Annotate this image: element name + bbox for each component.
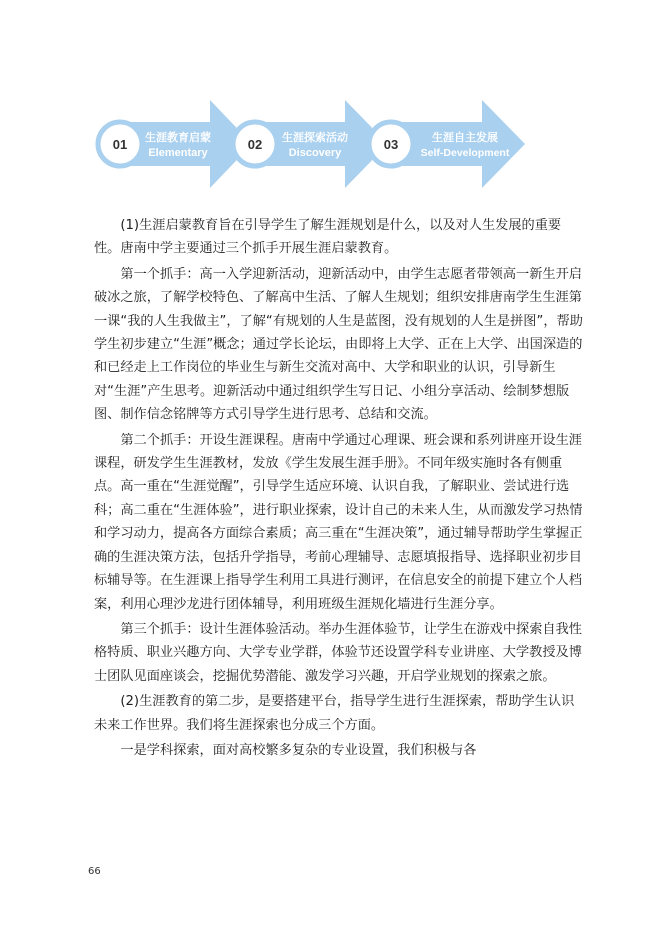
step-3-title-en: Self-Development (420, 147, 510, 159)
paragraph-second-approach: 第二个抓手：开设生涯课程。唐南中学通过心理课、班会课和系列讲座开设生涯课程，研发学生生涯教材，发放《学生发展生涯手册》。不同年级实施时各有侧重点。高一重在“生涯觉醒”，引导学生适应环境、认识自我，了解职业、尝试进行选科；高二重在“生涯体验”，进行职业探索，设计自己的未来人生，从而激发学习热情和学习动力，提高各方面综合素质；高三重在“生涯决策”，通过辅导帮助学生掌握正确的生涯决策方法，包括升学指导，考前心理辅导、志愿填报指导、选择职业初步目标辅导等。在生涯课上指导学生利用工具进行测评，在信息安全的前提下建立个人档案，利用心理沙龙进行团体辅导，利用班级生涯规化墙进行生涯分享。 (94, 432, 583, 612)
paragraph-intro-discovery: (2)生涯教育的第二步，是要搭建平台，指导学生进行生涯探索，帮助学生认识未来工作世界。我们将生涯探索也分成三个方面。 (94, 694, 575, 733)
step-2-title-en: Discovery (288, 147, 342, 159)
step-2-number: 02 (247, 137, 263, 152)
step-2-title-cn: 生涯探索活动 (282, 131, 348, 144)
body-text (94, 214, 584, 764)
paragraph-third-approach: 第三个抓手：设计生涯体验活动。举办生涯体验节，让学生在游戏中探索自我性格特质、职业兴趣方向、大学专业学群，体验节还设置学科专业讲座、大学教授及博士团队见面座谈会，挖掘优势潜能、激发学习兴趣，开启学业规划的探索之旅。 (94, 621, 582, 684)
step-1-title-cn: 生涯教育启蒙 (145, 131, 211, 144)
page-number: 66 (88, 866, 101, 877)
paragraph-first-approach: 第一个抓手：高一入学迎新活动，迎新活动中，由学生志愿者带领高一新生开启破冰之旅，了解学校特色、了解高中生活、了解人生规划；组织安排唐南学生生涯第一课“我的人生我做主”，了解“有规划的人生是蓝图，没有规划的人生是拼图”，帮助学生初步建立“生涯”概念；通过学长论坛，由即将上大学、正在上大学、出国深造的和已经走上工作岗位的毕业生与新生交流对高中、大学和职业的认识，引导新生对“生涯”产生思考。迎新活动中通过组织学生写日记、小组分享活动、绘制梦想版图、制作信念铭牌等方式引导学生进行思考、总结和交流。 (94, 266, 583, 423)
step-2 (233, 100, 388, 188)
step-3 (369, 100, 525, 188)
step-1 (98, 100, 252, 188)
step-3-title-cn: 生涯自主发展 (432, 131, 498, 144)
process-flow-diagram (0, 0, 663, 200)
paragraph-subject-exploration: 一是学科探索，面对高校繁多复杂的专业设置，我们积极与各 (120, 742, 477, 758)
step-1-number: 01 (112, 137, 128, 152)
step-1-title-en: Elementary (148, 147, 208, 159)
step-3-number: 03 (383, 137, 399, 152)
paragraph-intro-elementary: (1)生涯启蒙教育旨在引导学生了解生涯规划是什么，以及对人生发展的重要性。唐南中学主要通过三个抓手开展生涯启蒙教育。 (94, 218, 562, 257)
